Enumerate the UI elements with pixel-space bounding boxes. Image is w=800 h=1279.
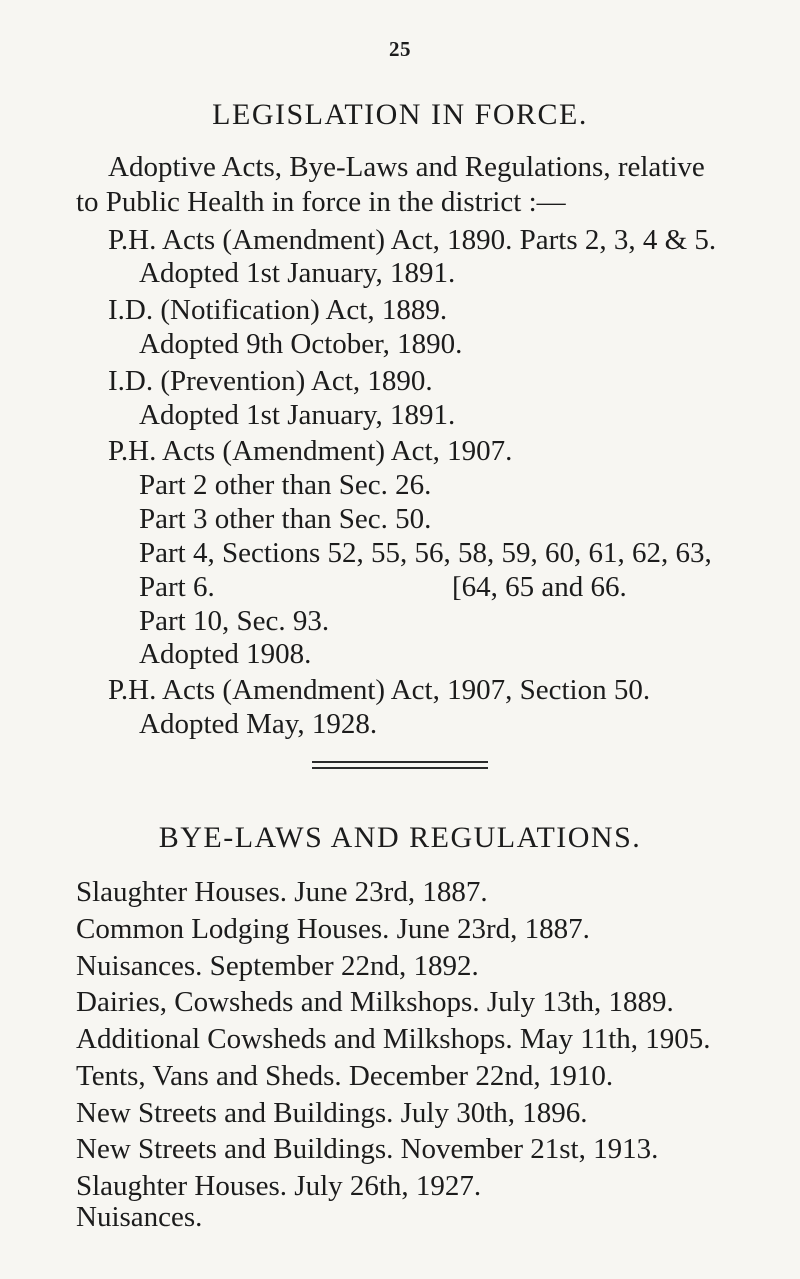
legislation-entry: Part 2 other than Sec. 26. <box>139 469 432 502</box>
legislation-entry: I.D. (Notification) Act, 1889. <box>108 294 448 327</box>
bye-law-entry: Additional Cowsheds and Milkshops. May 11th, 1905. <box>76 1023 711 1056</box>
legislation-entry: Part 3 other than Sec. 50. <box>139 503 432 535</box>
intro-line: to Public Health in force in the district :— <box>76 185 566 218</box>
bye-law-entry: Nuisances. September 22nd, 1892. <box>76 949 479 982</box>
bye-law-entry: New Streets and Buildings. July 30th, 1896. <box>76 1096 588 1129</box>
bye-law-entry: Tents, Vans and Sheds. December 22nd, 1910. <box>76 1059 614 1092</box>
bye-law-entry: Slaughter Houses. July 26th, 1927. <box>76 1170 482 1203</box>
page-number: 25 <box>389 37 411 61</box>
legislation-entry: I.D. (Prevention) Act, 1890. <box>108 364 433 397</box>
legislation-entry: Part 10, Sec. 93. <box>139 604 330 637</box>
bye-law-entry: Slaughter Houses. June 23rd, 1887. <box>76 876 488 909</box>
bye-law-entry: Nuisances. <box>76 1201 203 1233</box>
legislation-entry: Part 4, Sections 52, 55, 56, 58, 59, 60, 61, 62, 63, <box>139 536 712 569</box>
legislation-entry: Part 6. <box>139 570 215 603</box>
divider-rule <box>312 761 488 763</box>
bye-law-entry: New Streets and Buildings. November 21st, 1913. <box>76 1133 659 1166</box>
legislation-entry: Adopted 1908. <box>139 638 312 671</box>
bye-law-entry: Common Lodging Houses. June 23rd, 1887. <box>76 912 590 945</box>
intro-line: Adoptive Acts, Bye-Laws and Regulations, relative <box>108 151 705 184</box>
legislation-entry: Adopted 9th October, 1890. <box>139 328 463 361</box>
bye-law-entry: Dairies, Cowsheds and Milkshops. July 13th, 1889. <box>76 986 674 1019</box>
section-heading-legislation: LEGISLATION IN FORCE. <box>212 97 588 131</box>
section-heading-bye-laws: BYE-LAWS AND REGULATIONS. <box>158 821 642 855</box>
divider-rule <box>312 767 488 769</box>
legislation-entry: P.H. Acts (Amendment) Act, 1907. <box>108 435 513 468</box>
legislation-entry: Adopted 1st January, 1891. <box>139 257 456 290</box>
legislation-entry-continuation: [64, 65 and 66. <box>452 570 627 603</box>
legislation-entry: P.H. Acts (Amendment) Act, 1890. Parts 2, 3, 4 & 5. <box>108 223 717 256</box>
legislation-entry: Adopted 1st January, 1891. <box>139 398 456 431</box>
legislation-entry: Adopted May, 1928. <box>139 707 378 740</box>
legislation-entry: P.H. Acts (Amendment) Act, 1907, Section 50. <box>108 674 651 707</box>
